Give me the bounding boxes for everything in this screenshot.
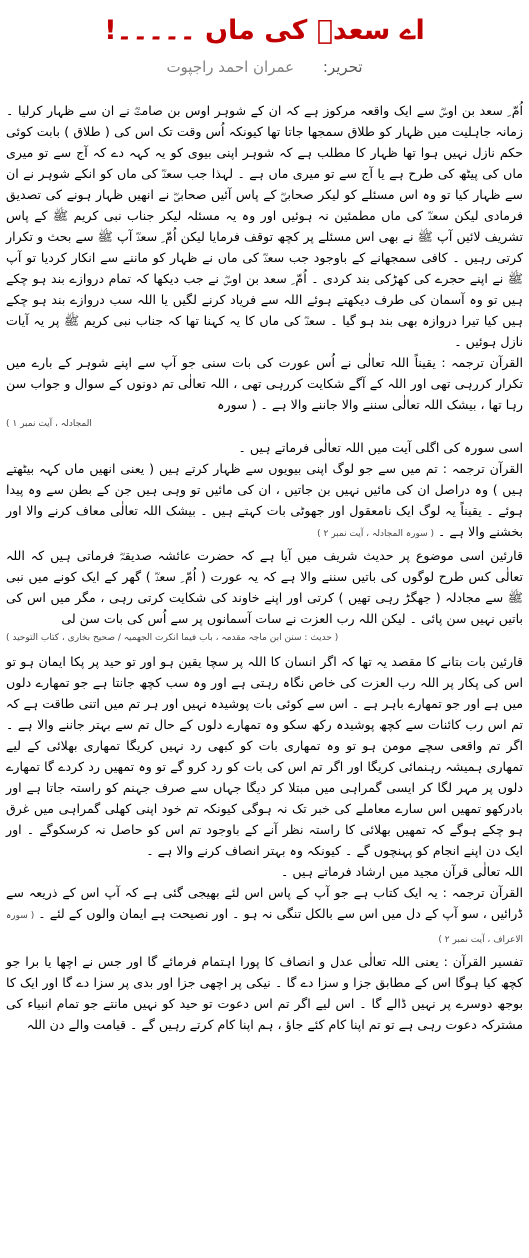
- paragraph-hadith: قارئین اسی موضوع پر حدیث شریف میں آیا ہے کہ حضرت عائشہ صدیقہؓ فرماتی ہیں کہ اللہ تعالٰی کس طرح لوگوں کی باتیں سننے والا ہے کہ یہ عورت ( اُمّ ِ سعدؓ ) گھر کے ایک کونے میں نبی ﷺ سے مجادلہ ( جھگڑ رہی تھیں ) کرتی اور اپنے خاوند کی شکایت کرتی رہی ، مگر میں اس کی باتیں نہیں سن پائی ۔ لیکن اللہ رب العزت نے سات آسمانوں پر سے اُس کی بات سن لی: [6, 548, 523, 626]
- quran-text-2: القرآن ترجمہ : تم میں سے جو لوگ اپنی بیویوں سے ظہار کرتے ہیں ( یعنی انھیں ماں کہہ بیٹھتے ہیں ) وہ دراصل ان کی مائیں نہیں بن جاتیں ، ان کی مائیں تو وہی ہیں جن کے بطن سے وہ پیدا ہوئے ۔ یقیناً یہ لوگ ایک نامعقول اور جھوٹی بات کہتے ہیں ۔ بیشک اللہ تعالٰی معاف کرنے والا اور بخشنے والا ہے ۔: [6, 461, 523, 539]
- paragraph-next-verse: اسی سورہ کی اگلی آیت میں اللہ تعالٰی فرماتے ہیں ۔: [238, 440, 523, 455]
- byline: [6, 56, 523, 78]
- paragraph-reflection: قارئین بات بتانے کا مقصد یہ تھا کہ اگر انسان کا اللہ پر سچا یقین ہو اور تو حید پر پکا ایمان ہو تو اس کی پکار پر اللہ رب العزت کی خاص نگاہ رہتی ہے اور وہ سب کچھ جانتا ہے جو تمھارے دلوں میں ہے اور جو تمھارے باہر ہے ۔ اس سے کوئی بات پوشیدہ نہیں اور ہر تم میں اتنی طاقت ہے کہ تم اس رب کائنات سے کچھ پوشیدہ رکھ سکو وہ تمھارے دلوں کے حال تم سے بہتر جاننے والا ہے ۔ اگر تم واقعی سچے مومن ہو تو وہ تمھاری بات کو کبھی رد نہیں کریگا تمھاری بھلائی کے لیے تمھاری ہمیشہ رہنمائی کریگا اور اگر تم اس کی بات کو رد کرو گے تو وہ تمھیں رد کردے گا تمھارے دلوں پر مہر لگا کر ایسی گمراہی میں مبتلا کر دیگا جہاں سے صرف جہنم کو راستہ جاتا ہے اور بادرکھو تمھیں اس سارے معاملے کی خبر تک نہ ہوگی کیونکہ تم خود اپنی کھلی گمراہی میں غرق ہو چکے ہوگے کہ تمھیں بھلائی کا راستہ نظر آنے کے باوجود تم اس کو حاصل نہ کرسکوگے ۔ اور ایک دن اپنے انجام کو پہنچوں گے ۔ کیونکہ وہ بہتر انصاف کرنے والا ہے ۔: [6, 654, 523, 858]
- quran-text-3: القرآن ترجمہ : یہ ایک کتاب ہے جو آپ کے پاس اس لئے بھیجی گئی ہے کہ آپ اس کے ذریعہ سے ڈرائیں ، سو آپ کے دل میں اس سے بالکل تنگی نہ ہو ۔ اور نصیحت ہے ایمان والوں کے لئے ۔: [6, 885, 523, 921]
- paragraph-quran-intro: اللہ تعالٰی قرآن مجید میں ارشاد فرماتے ہیں ۔: [281, 864, 523, 879]
- source-reference-2: ( سورہ المجادلہ ، آیت نمبر ۲ ): [317, 529, 435, 539]
- source-reference-4: ( سورہ الاعراف ، آیت نمبر ۲ ): [6, 911, 523, 945]
- quran-text-1: القرآن ترجمہ : یقیناً اللہ تعالٰی نے اُس عورت کی بات سنی جو آپ سے اپنے شوہر کے بارے میں تکرار کررہی تھی اور اللہ کے آگے شکایت کررہی تھی ، اللہ تعالٰی تم دونوں کے سوال و جواب سن رہا تھا ، بیشک اللہ تعالٰی سننے والا جاننے والا ہے ۔ ( سورہ: [6, 355, 523, 412]
- source-reference-3: ( حدیث : سنن ابن ماجہ مقدمہ ، باب فیما انکرت الجھمیہ / صحیح بخاری ، کتاب التوحید ): [6, 633, 339, 643]
- quran-translation-3: [6, 882, 523, 951]
- quran-translation-1: [6, 352, 523, 415]
- source-reference-1: المجادلہ ، آیت نمبر ۱ ): [6, 419, 92, 429]
- author-name: عمران احمد راجپوت: [166, 58, 295, 76]
- paragraph-tafseer: تفسیر القرآن : یعنی اللہ تعالٰی عدل و انصاف کا پورا اہتمام فرمائے گا اور جس نے اچھا یا برا جو کچھ کیا ہوگا اس کے مطابق جزا و سزا دے گا ۔ نیکی پر اچھی جزا اور بدی پر سزا دے گا اور ایک کا بوجھ دوسرے پر نہیں ڈالے گا ۔ اس لیے اگر تم اس دعوت تو حید کو نہیں مانتے جو تمام انبیاء کی مشترکہ دعوت رہی ہے تو تم اپنا کام کئے جاؤ ، ہم اپنا کام کرتے رہیں گے ۔ قیامت والے دن اللہ: [6, 954, 523, 1032]
- quran-translation-2: [6, 458, 523, 545]
- article-title: اے سعدؓ کی ماں ۔۔۔۔۔!: [104, 15, 425, 46]
- paragraph-intro: اُمّ ِ سعد بن اوسؓ سے ایک واقعہ مرکوز ہے کہ ان کے شوہر اوس بن صامتؓ نے ان سے ظہار کرلیا ۔ زمانہ جاہلیت میں ظہار کو طلاق سمجھا جاتا تھا کیونکہ اُس وقت تک اس کی ( طلاق ) بابت کوئی حکم نازل نہیں ہوا تھا ظہار کا مطلب ہے کہ شوہر اپنی بیوی کو یہ کہہ دے کہ آج سے تو میری ماں کی پیٹھ کی طرح ہے یا آج سے تو میری ماں ہے ۔ لہذا جب سعدؓ کی ماں کو انکے شوہر نے ان سے ظہار کیا تو وہ اس مسئلے کو لیکر صحابیؓ کے پاس آئیں صحابیؓ نے انھیں ظہار ہونے کی تصدیق فرمادی لیکن سعدؓ کی ماں مطمئین نہ ہوئیں اور وہ یہ مسئلہ لیکر جناب نبی کریم ﷺ کے پاس تشریف لائیں آپ ﷺ نے بھی اس مسئلے پر کچھ توقف فرمایا لیکن اُمّ ِ سعدؓ آپ ﷺ سے بحث و تکرار کرتی رہیں ۔ کافی سمجھانے کے باوجود جب سعدؓ کی ماں نے ظہار کو ماننے سے انکار کردیا تو آپ ﷺ نے اپنے حجرے کی کھڑکی بند کردی ۔ اُمّ ِ سعد بن اوسؓ نے جب دیکھا کہ تمام دروازے بند ہو چکے ہیں تو وہ آسمان کی طرف دیکھتے ہوئے اللہ سے فریاد کرنے لگیں یا اللہ سب دروازے بند ہو چکے ہیں کیا تیرا دروازہ بھی بند ہو گیا ۔ سعدؓ کی ماں کا یہ کہنا تھا کہ جناب نبی کریم ﷺ پر یہ آیات نازل ہوئیں ۔: [6, 103, 523, 349]
- byline-label: تحریر:: [322, 58, 363, 76]
